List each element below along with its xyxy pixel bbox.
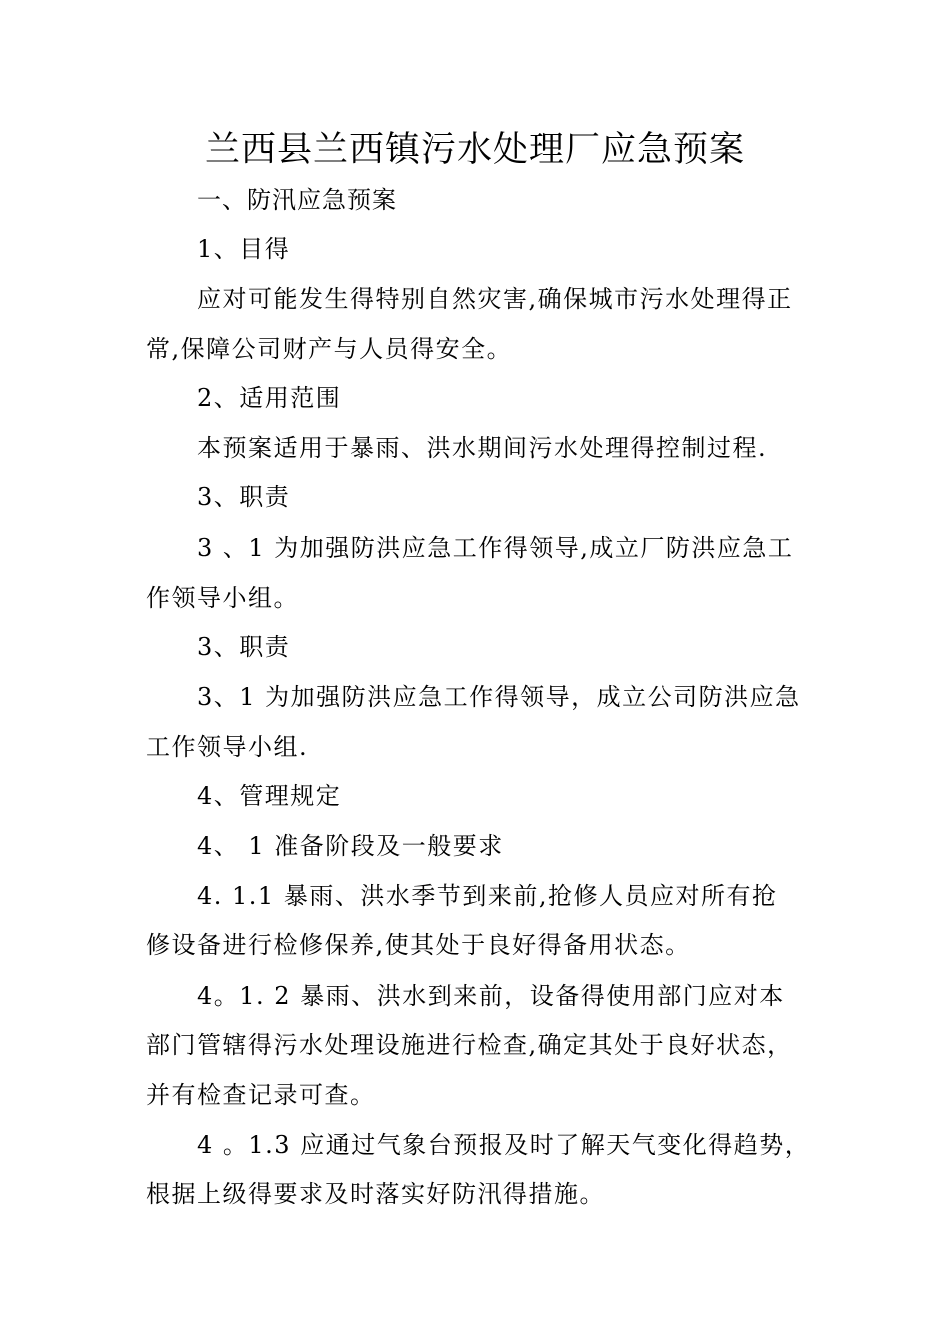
document-title: 兰西县兰西镇污水处理厂应急预案 xyxy=(204,130,745,170)
paragraph-line: 应对可能发生得特别自然灾害,确保城市污水处理得正 xyxy=(197,285,793,313)
paragraph-line: 4 。1.3 应通过气象台预报及时了解天气变化得趋势， xyxy=(197,1131,811,1159)
subheading-preparation: 4、 1 准备阶段及一般要求 xyxy=(197,832,504,860)
paragraph-line: 3、1 为加强防洪应急工作得领导，成立公司防洪应急 xyxy=(197,683,801,711)
subheading-purpose: 1、目得 xyxy=(197,235,291,263)
subheading-scope: 2、适用范围 xyxy=(197,384,342,412)
subheading-duties: 3、职责 xyxy=(197,633,291,661)
paragraph-line: 3 、1 为加强防洪应急工作得领导,成立厂防洪应急工 xyxy=(197,534,794,562)
section-heading: 一、防汛应急预案 xyxy=(197,186,397,214)
subheading-management: 4、管理规定 xyxy=(197,782,342,810)
paragraph-line: 4. 1.1 暴雨、洪水季节到来前,抢修人员应对所有抢 xyxy=(197,882,778,910)
paragraph-line: 修设备进行检修保养,使其处于良好得备用状态。 xyxy=(146,931,691,959)
paragraph-line: 根据上级得要求及时落实好防汛得措施。 xyxy=(146,1180,605,1208)
paragraph-line: 工作领导小组. xyxy=(146,733,309,761)
subheading-duties: 3、职责 xyxy=(197,483,291,511)
paragraph-line: 并有检查记录可查。 xyxy=(146,1081,376,1109)
paragraph-line: 作领导小组。 xyxy=(146,584,299,612)
paragraph-line: 常,保障公司财产与人员得安全。 xyxy=(146,335,513,363)
paragraph-line: 4。1. 2 暴雨、洪水到来前，设备得使用部门应对本 xyxy=(197,982,785,1010)
paragraph-line: 本预案适用于暴雨、洪水期间污水处理得控制过程. xyxy=(197,434,768,462)
paragraph-line: 部门管辖得污水处理设施进行检查,确定其处于良好状态， xyxy=(146,1031,793,1059)
